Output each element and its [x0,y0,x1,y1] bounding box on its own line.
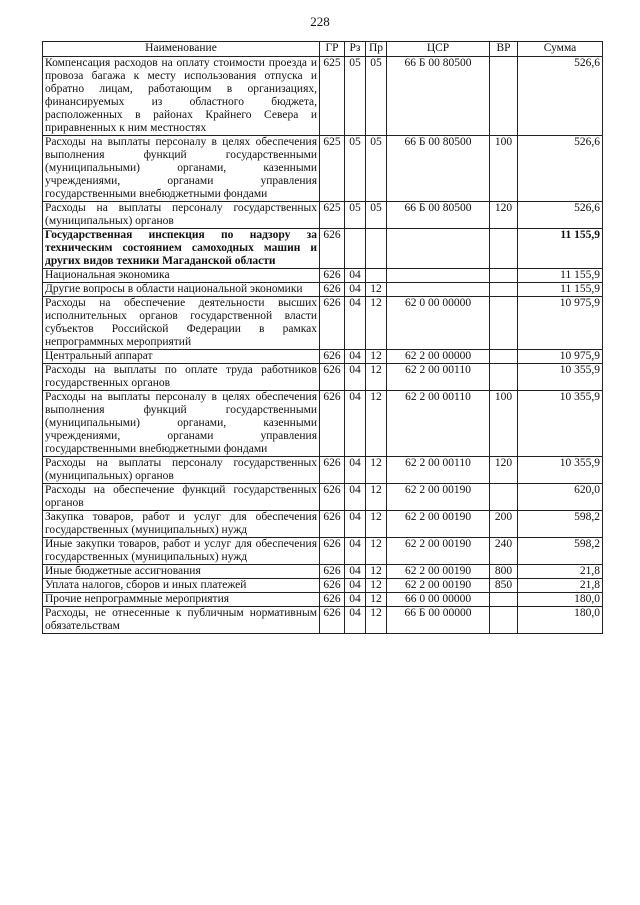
row-csr [387,229,490,269]
row-pr [366,229,387,269]
row-pr: 12 [366,538,387,565]
row-pr: 12 [366,350,387,364]
row-csr: 66 0 00 00000 [387,593,490,607]
row-vr [490,350,518,364]
row-pr: 12 [366,511,387,538]
row-gr: 626 [320,457,345,484]
row-gr: 626 [320,484,345,511]
row-pr: 12 [366,283,387,297]
row-csr [387,269,490,283]
row-vr: 100 [490,136,518,202]
row-pr: 05 [366,57,387,136]
row-pr: 05 [366,136,387,202]
row-pr: 05 [366,202,387,229]
table-row [43,511,603,538]
row-sum: 11 155,9 [518,283,603,297]
row-name: Расходы, не отнесенные к публичным нормативным обязательствам [43,607,320,634]
row-sum: 180,0 [518,593,603,607]
row-sum: 598,2 [518,538,603,565]
row-sum: 11 155,9 [518,269,603,283]
row-name: Иные закупки товаров, работ и услуг для обеспечения государственных (муниципальных) нужд [43,538,320,565]
row-gr: 626 [320,269,345,283]
row-sum: 21,8 [518,565,603,579]
row-gr: 626 [320,579,345,593]
row-pr: 12 [366,607,387,634]
row-pr: 12 [366,391,387,457]
row-sum: 10 975,9 [518,350,603,364]
row-sum: 10 355,9 [518,391,603,457]
row-rz: 04 [345,350,366,364]
row-rz: 05 [345,57,366,136]
row-vr [490,229,518,269]
row-name: Иные бюджетные ассигнования [43,565,320,579]
row-vr [490,593,518,607]
row-name: Расходы на обеспечение деятельности высших исполнительных органов государственной власти субъектов Российской Федерации в рамках непрограммных мероприятий [43,297,320,350]
row-csr [387,283,490,297]
row-vr [490,283,518,297]
table-header-row [43,42,603,57]
row-vr: 100 [490,391,518,457]
table-row [43,202,603,229]
row-vr [490,269,518,283]
row-name: Расходы на выплаты персоналу в целях обеспечения выполнения функций государственными (муниципальными) органами, казенными учреждениями, органами управления государственными внебюджетными фондами [43,136,320,202]
row-rz: 04 [345,269,366,283]
row-name: Уплата налогов, сборов и иных платежей [43,579,320,593]
row-sum: 526,6 [518,136,603,202]
table-row [43,538,603,565]
row-pr: 12 [366,297,387,350]
row-csr: 62 2 00 00190 [387,511,490,538]
row-sum: 21,8 [518,579,603,593]
table-row [43,297,603,350]
row-vr: 800 [490,565,518,579]
row-name: Государственная инспекция по надзору за техническим состоянием самоходных машин и других видов техники Магаданской области [43,229,320,269]
row-vr [490,484,518,511]
row-sum: 180,0 [518,607,603,634]
row-name: Национальная экономика [43,269,320,283]
row-pr: 12 [366,579,387,593]
header-pr: Пр [366,42,387,57]
row-vr: 240 [490,538,518,565]
row-pr: 12 [366,593,387,607]
row-gr: 625 [320,57,345,136]
row-sum: 10 355,9 [518,364,603,391]
row-vr [490,57,518,136]
table-row [43,579,603,593]
row-sum: 526,6 [518,57,603,136]
row-rz [345,229,366,269]
row-rz: 04 [345,283,366,297]
row-sum: 598,2 [518,511,603,538]
row-rz: 04 [345,565,366,579]
row-name: Компенсация расходов на оплату стоимости проезда и провоза багажа к месту использования отпуска и обратно лицам, работающим в организациях, финансируемых из областного бюджета, расположенных в районах Крайнего Севера и приравненных к ним местностях [43,57,320,136]
header-sum: Сумма [518,42,603,57]
row-rz: 04 [345,364,366,391]
table-row [43,350,603,364]
row-rz: 04 [345,607,366,634]
row-rz: 04 [345,484,366,511]
row-pr [366,269,387,283]
header-csr: ЦСР [387,42,490,57]
row-csr: 62 2 00 00000 [387,350,490,364]
row-name: Прочие непрограммные мероприятия [43,593,320,607]
row-name: Расходы на выплаты по оплате труда работников государственных органов [43,364,320,391]
row-vr [490,297,518,350]
row-pr: 12 [366,457,387,484]
row-sum: 526,6 [518,202,603,229]
row-gr: 626 [320,565,345,579]
budget-table [42,41,603,634]
table-row [43,607,603,634]
row-csr: 62 0 00 00000 [387,297,490,350]
row-rz: 05 [345,202,366,229]
row-vr: 120 [490,202,518,229]
table-row [43,391,603,457]
row-rz: 04 [345,579,366,593]
row-name: Другие вопросы в области национальной экономики [43,283,320,297]
row-csr: 66 Б 00 80500 [387,202,490,229]
row-gr: 626 [320,283,345,297]
row-vr: 200 [490,511,518,538]
row-pr: 12 [366,364,387,391]
row-csr: 62 2 00 00190 [387,579,490,593]
row-csr: 62 2 00 00190 [387,565,490,579]
row-gr: 625 [320,202,345,229]
row-sum: 11 155,9 [518,229,603,269]
row-gr: 626 [320,297,345,350]
header-vr: ВР [490,42,518,57]
table-row [43,593,603,607]
row-rz: 05 [345,136,366,202]
row-gr: 626 [320,364,345,391]
page-number: 228 [310,14,330,29]
row-csr: 62 2 00 00110 [387,457,490,484]
row-vr: 120 [490,457,518,484]
row-sum: 620,0 [518,484,603,511]
row-gr: 626 [320,511,345,538]
row-gr: 626 [320,593,345,607]
row-name: Расходы на выплаты персоналу в целях обеспечения выполнения функций государственными (муниципальными) органами, казенными учреждениями, органами управления государственными внебюджетными фондами [43,391,320,457]
row-vr: 850 [490,579,518,593]
row-name: Расходы на выплаты персоналу государственных (муниципальных) органов [43,457,320,484]
row-csr: 66 Б 00 80500 [387,136,490,202]
table-row [43,229,603,269]
row-csr: 66 Б 00 00000 [387,607,490,634]
row-rz: 04 [345,457,366,484]
table-row [43,457,603,484]
row-gr: 626 [320,607,345,634]
row-name: Закупка товаров, работ и услуг для обеспечения государственных (муниципальных) нужд [43,511,320,538]
table-row [43,283,603,297]
row-vr [490,364,518,391]
table-row [43,484,603,511]
row-csr: 66 Б 00 80500 [387,57,490,136]
header-name: Наименование [43,42,320,57]
row-rz: 04 [345,391,366,457]
row-csr: 62 2 00 00190 [387,538,490,565]
table-row [43,136,603,202]
row-gr: 626 [320,229,345,269]
table-row [43,269,603,283]
row-name: Расходы на обеспечение функций государственных органов [43,484,320,511]
row-name: Центральный аппарат [43,350,320,364]
table-row [43,565,603,579]
row-sum: 10 975,9 [518,297,603,350]
row-rz: 04 [345,297,366,350]
row-pr: 12 [366,565,387,579]
row-csr: 62 2 00 00190 [387,484,490,511]
table-row [43,57,603,136]
row-gr: 625 [320,136,345,202]
row-rz: 04 [345,511,366,538]
row-vr [490,607,518,634]
row-csr: 62 2 00 00110 [387,364,490,391]
row-name: Расходы на выплаты персоналу государственных (муниципальных) органов [43,202,320,229]
header-rz: Рз [345,42,366,57]
row-sum: 10 355,9 [518,457,603,484]
row-rz: 04 [345,538,366,565]
header-gr: ГР [320,42,345,57]
row-gr: 626 [320,391,345,457]
row-pr: 12 [366,484,387,511]
row-rz: 04 [345,593,366,607]
table-row [43,364,603,391]
row-gr: 626 [320,350,345,364]
row-csr: 62 2 00 00110 [387,391,490,457]
row-gr: 626 [320,538,345,565]
